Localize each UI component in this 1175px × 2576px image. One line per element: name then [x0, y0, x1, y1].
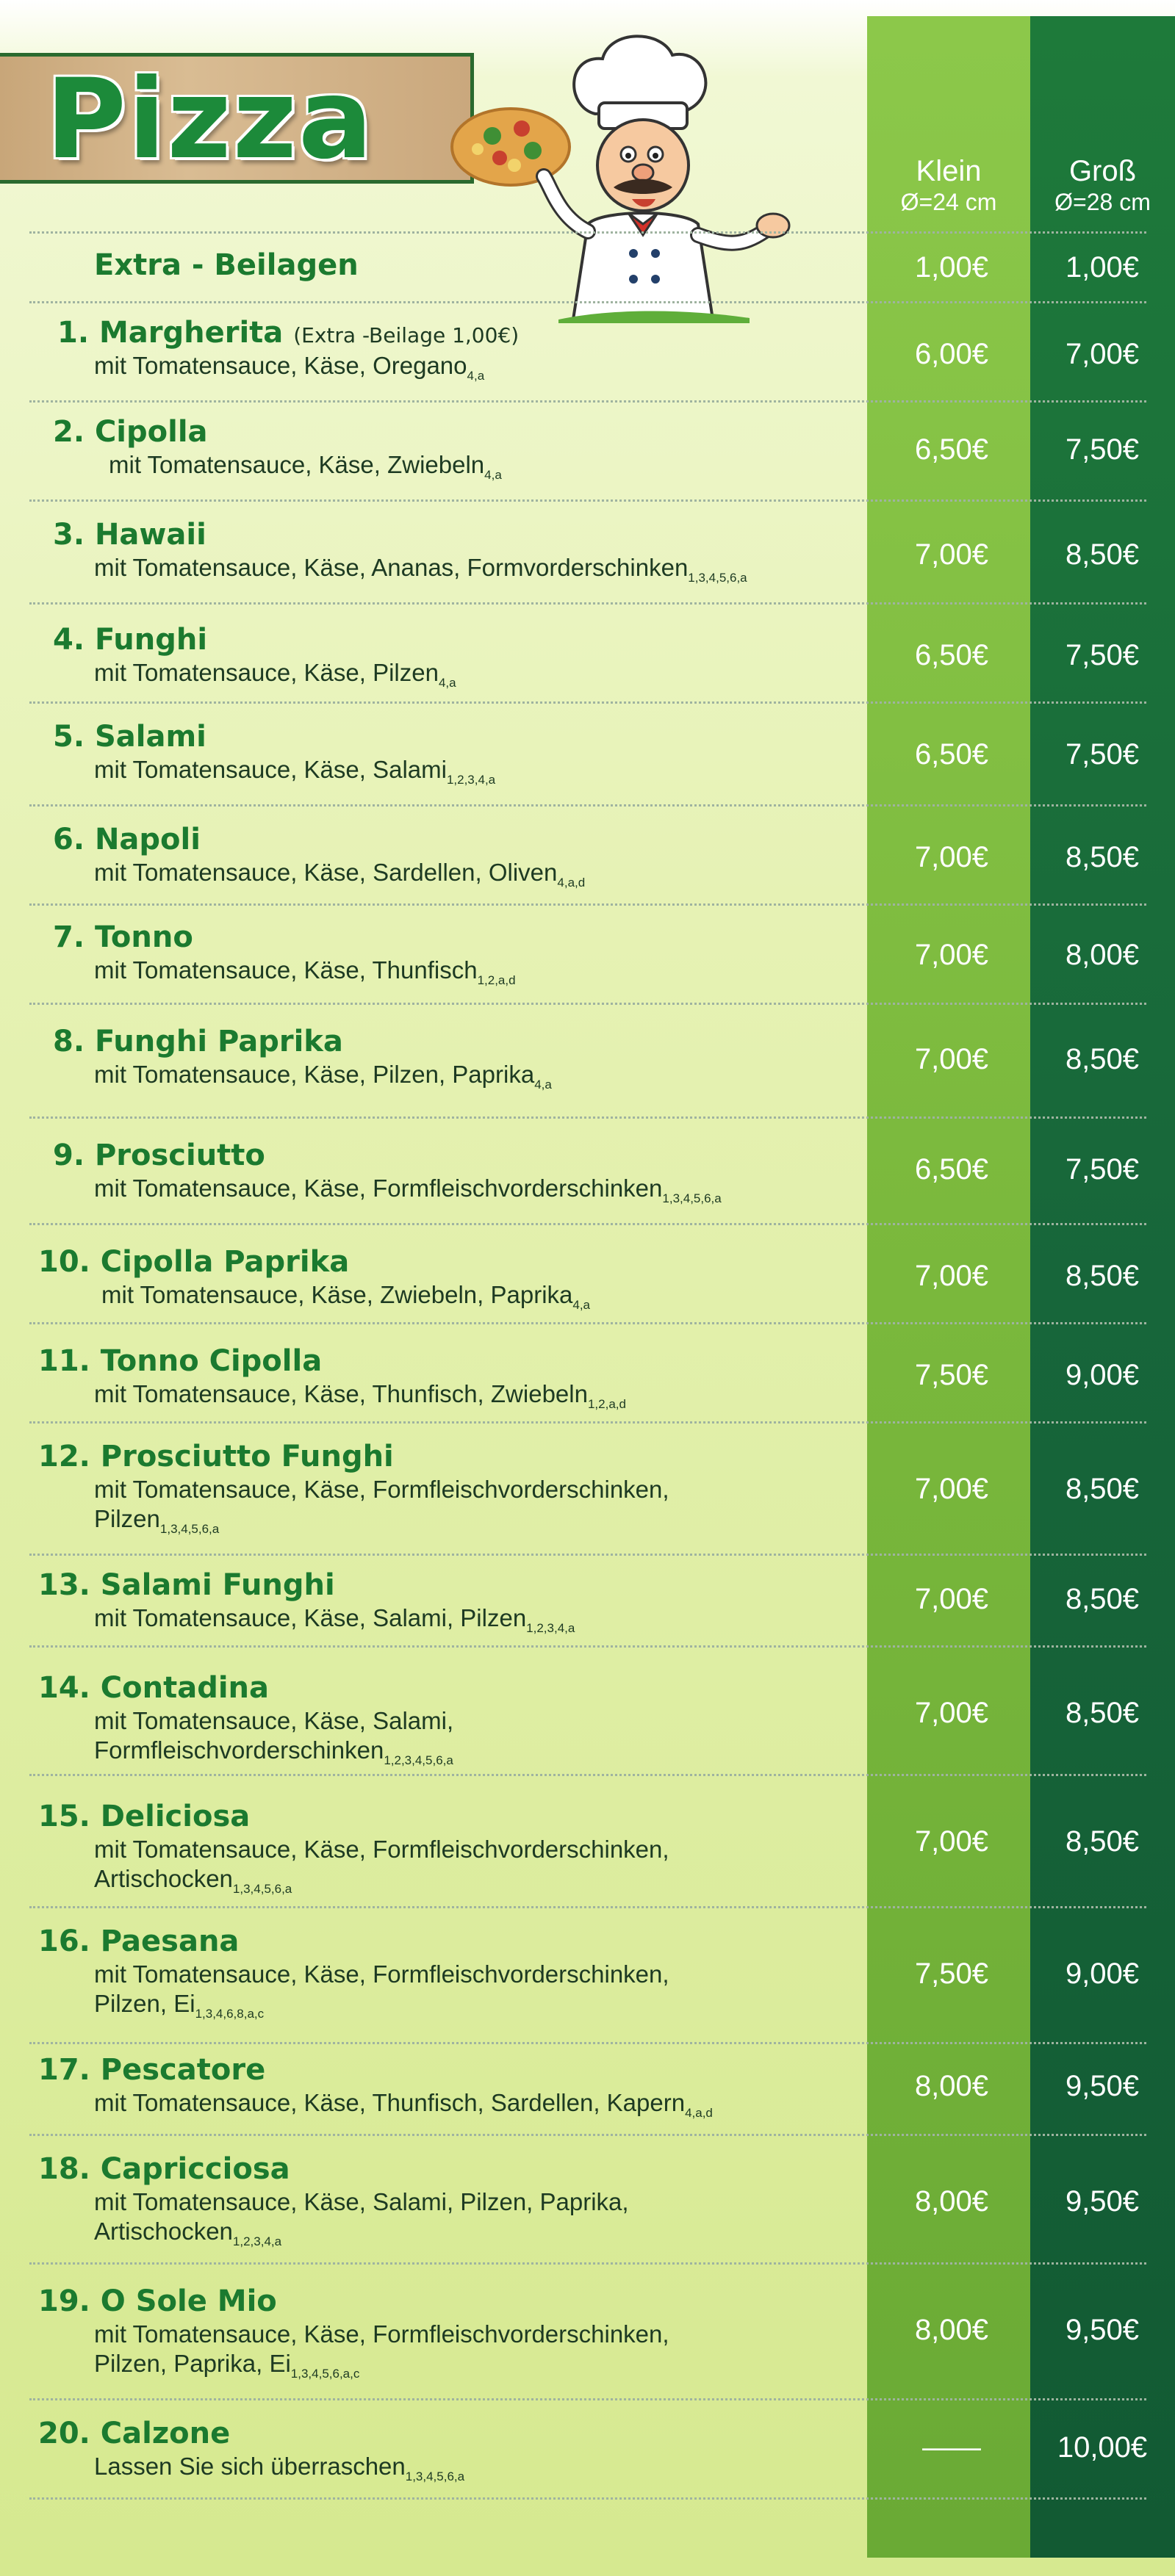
allergen-codes: 4,a [484, 468, 502, 482]
item-description [94, 553, 747, 593]
item-name [53, 920, 193, 954]
allergen-codes: 4,a [534, 1078, 552, 1092]
extra-label: Extra - Beilagen [94, 248, 359, 282]
allergen-codes: 4,a [438, 676, 456, 690]
item-name [38, 1344, 322, 1378]
allergen-codes: 1,2,3,4,5,6,a [384, 1753, 453, 1767]
allergen-codes: 4,a [572, 1298, 591, 1312]
price-gross: 9,50€ [1065, 2314, 1140, 2346]
item-description-text: mit Tomatensauce, Käse, Ananas, Formvorderschinken [94, 554, 689, 581]
item-name [53, 1139, 265, 1172]
price-gross: 9,50€ [1065, 2070, 1140, 2102]
item-description-text: mit Tomatensauce, Käse, Thunfisch [94, 956, 478, 984]
item-description-text: mit Tomatensauce, Käse, Zwiebeln, Paprika [101, 1281, 573, 1308]
pizza-icon [452, 109, 569, 185]
extra-price-gross: 1,00€ [1065, 251, 1140, 284]
item-description [94, 1960, 669, 1989]
item-title: 8. Funghi Paprika [53, 1025, 343, 1058]
item-name [38, 1800, 250, 1833]
klein-header [867, 154, 1030, 216]
separator [29, 1645, 1146, 1648]
item-description [94, 2217, 281, 2256]
item-description-text: mit Tomatensauce, Käse, Formfleischvorderschinken, [94, 1836, 669, 1863]
item-description [94, 1736, 453, 1775]
separator [29, 1223, 1146, 1225]
page-title: Pizza [46, 56, 375, 184]
allergen-codes: 1,2,3,4,a [232, 2234, 282, 2248]
price-klein: 7,00€ [914, 1583, 989, 1615]
item-title: 1. Margherita [57, 316, 284, 350]
item-title: 19. O Sole Mio [38, 2284, 277, 2318]
item-description [94, 1603, 575, 1643]
item-title: 13. Salami Funghi [38, 1568, 335, 1602]
item-description [94, 1379, 626, 1419]
item-title: 18. Capricciosa [38, 2152, 290, 2186]
gross-header [1030, 154, 1175, 216]
item-description-text: mit Tomatensauce, Käse, Salami, Pilzen [94, 1604, 527, 1631]
item-title: 4. Funghi [53, 623, 208, 657]
price-klein: 7,00€ [914, 1473, 989, 1505]
separator [29, 499, 1146, 502]
chef-illustration [441, 26, 794, 334]
item-description-text: mit Tomatensauce, Käse, Salami, [94, 1707, 454, 1734]
item-title: 16. Paesana [38, 1924, 240, 1958]
separator [29, 231, 1146, 234]
item-description-text: Pilzen, Ei [94, 1990, 195, 2017]
price-klein: 7,00€ [914, 1825, 989, 1858]
separator [29, 2262, 1146, 2265]
item-title: 5. Salami [53, 720, 206, 754]
allergen-codes: 4,a [467, 369, 485, 383]
price-klein: 8,00€ [914, 2314, 989, 2346]
item-description-text: mit Tomatensauce, Käse, Oregano [94, 352, 467, 379]
item-title: 14. Contadina [38, 1671, 270, 1705]
allergen-codes: 4,a,d [685, 2106, 713, 2120]
price-gross: 7,50€ [1065, 639, 1140, 671]
price-gross: 8,50€ [1065, 1697, 1140, 1729]
item-name [53, 518, 206, 552]
item-name [53, 623, 207, 657]
item-name [38, 2417, 230, 2450]
item-description-text: mit Tomatensauce, Käse, Thunfisch, Sardellen, Kapern [94, 2089, 686, 2116]
item-description [94, 2187, 629, 2217]
item-description-text: Artischocken [94, 2218, 233, 2245]
item-description [94, 2320, 669, 2349]
price-gross: 8,50€ [1065, 1043, 1140, 1075]
allergen-codes: 1,2,a,d [477, 973, 516, 987]
separator [29, 1003, 1146, 1005]
item-description-text: mit Tomatensauce, Käse, Formfleischvorderschinken, [94, 1960, 669, 1988]
price-gross: 10,00€ [1057, 2431, 1148, 2464]
price-gross: 8,50€ [1065, 841, 1140, 873]
item-title: 11. Tonno Cipolla [38, 1344, 323, 1378]
item-title: 6. Napoli [53, 823, 201, 856]
price-gross: 9,00€ [1065, 1958, 1140, 1990]
item-title: 3. Hawaii [53, 518, 206, 552]
separator [29, 1116, 1146, 1119]
separator [29, 1906, 1146, 1908]
allergen-codes: 1,3,4,5,6,a [232, 1882, 292, 1896]
separator [29, 301, 1146, 303]
price-klein: 8,00€ [914, 2070, 989, 2102]
item-name [53, 415, 208, 449]
item-description [94, 351, 484, 391]
item-description [94, 658, 456, 698]
price-klein: 6,50€ [914, 738, 989, 771]
price-klein: 7,50€ [914, 1359, 989, 1391]
separator [29, 903, 1146, 906]
price-gross: 9,00€ [1065, 1359, 1140, 1391]
price-klein: —— [922, 2431, 981, 2464]
price-gross: 8,50€ [1065, 1260, 1140, 1292]
separator [29, 400, 1146, 403]
item-title: 2. Cipolla [53, 415, 208, 449]
allergen-codes: 4,a,d [557, 876, 586, 890]
price-klein: 7,00€ [914, 841, 989, 873]
item-description [94, 956, 516, 995]
price-klein: 7,50€ [914, 1958, 989, 1990]
price-gross: 7,00€ [1065, 338, 1140, 370]
gross-label: Groß [1068, 155, 1137, 187]
price-gross: 7,50€ [1065, 433, 1140, 466]
item-description-text: mit Tomatensauce, Käse, Formfleischvorderschinken [94, 1175, 663, 1202]
item-description [94, 1989, 264, 2029]
item-description-text: mit Tomatensauce, Käse, Thunfisch, Zwiebeln [94, 1380, 588, 1407]
item-description [94, 2088, 713, 2128]
price-klein: 6,00€ [914, 338, 989, 370]
allergen-codes: 1,3,4,5,6,a [662, 1191, 722, 1205]
item-title: 10. Cipolla Paprika [38, 1245, 350, 1279]
item-name [38, 2053, 265, 2087]
item-description [94, 1706, 453, 1736]
price-klein: 7,00€ [914, 1043, 989, 1075]
item-description [94, 1475, 669, 1504]
price-klein: 7,00€ [914, 1260, 989, 1292]
item-description-text: mit Tomatensauce, Käse, Formfleischvorderschinken, [94, 1476, 669, 1503]
item-description [94, 1174, 722, 1213]
separator [29, 804, 1146, 807]
item-name [38, 2152, 290, 2186]
item-description-text: mit Tomatensauce, Käse, Salami, Pilzen, Paprika, [94, 2188, 629, 2215]
allergen-codes: 1,2,3,4,a [526, 1621, 575, 1635]
price-gross: 7,50€ [1065, 1153, 1140, 1186]
allergen-codes: 1,3,4,5,6,a,c [290, 2367, 360, 2381]
allergen-codes: 1,3,4,5,6,a [688, 571, 747, 585]
price-klein: 7,00€ [914, 1697, 989, 1729]
item-note: (Extra -Beilage 1,00€) [293, 323, 520, 347]
price-gross: 8,50€ [1065, 1473, 1140, 1505]
item-description [94, 2452, 464, 2492]
item-description-text: Lassen Sie sich überraschen [94, 2453, 406, 2480]
item-description-text: Formfleischvorderschinken [94, 1736, 384, 1764]
item-description [94, 1060, 552, 1100]
item-title: 7. Tonno [53, 920, 193, 954]
separator [29, 701, 1146, 704]
item-description-text: Pilzen, Paprika, Ei [94, 2350, 291, 2377]
price-klein: 6,50€ [914, 1153, 989, 1186]
item-name [38, 1671, 269, 1705]
item-description-text: mit Tomatensauce, Käse, Formfleischvorderschinken, [94, 2320, 669, 2348]
item-name [53, 823, 201, 856]
item-description-text: mit Tomatensauce, Käse, Salami [94, 756, 447, 783]
price-gross: 7,50€ [1065, 738, 1140, 771]
item-description-text: mit Tomatensauce, Käse, Pilzen, Paprika [94, 1061, 535, 1088]
item-name [38, 1568, 335, 1602]
item-description [94, 858, 585, 898]
item-title: 17. Pescatore [38, 2053, 266, 2087]
allergen-codes: 1,3,4,5,6,a [405, 2469, 465, 2483]
separator [29, 2042, 1146, 2044]
price-klein: 7,00€ [914, 939, 989, 971]
allergen-codes: 1,2,a,d [587, 1397, 626, 1411]
item-description [94, 1504, 219, 1544]
item-description-text: mit Tomatensauce, Käse, Sardellen, Oliven [94, 859, 558, 886]
allergen-codes: 1,3,4,6,8,a,c [195, 2007, 265, 2021]
item-name [57, 316, 519, 350]
price-gross: 8,50€ [1065, 538, 1140, 571]
item-description [101, 1280, 590, 1320]
item-description-text: mit Tomatensauce, Käse, Zwiebeln [109, 451, 485, 478]
item-description [94, 2349, 359, 2389]
item-description-text: Artischocken [94, 1865, 233, 1892]
item-title: 12. Prosciutto Funghi [38, 1440, 394, 1473]
separator [29, 1421, 1146, 1424]
price-klein: 6,50€ [914, 639, 989, 671]
price-gross: 9,50€ [1065, 2185, 1140, 2218]
item-name [38, 2284, 277, 2318]
separator [29, 602, 1146, 605]
separator [29, 2134, 1146, 2136]
price-gross: 8,50€ [1065, 1583, 1140, 1615]
item-description [109, 450, 502, 490]
price-klein: 7,00€ [914, 538, 989, 571]
separator [29, 1322, 1146, 1324]
allergen-codes: 1,3,4,5,6,a [159, 1522, 220, 1536]
klein-size: Ø=24 cm [900, 189, 997, 215]
item-title: 9. Prosciutto [53, 1139, 265, 1172]
price-gross: 8,50€ [1065, 1825, 1140, 1858]
allergen-codes: 1,2,3,4,a [446, 773, 496, 787]
price-gross: 8,00€ [1065, 939, 1140, 971]
item-name [38, 1440, 394, 1473]
separator [29, 1774, 1146, 1776]
item-name [53, 720, 206, 754]
item-name [38, 1245, 349, 1279]
item-description [94, 1835, 669, 1864]
item-description-text: Pilzen [94, 1505, 160, 1532]
item-title: 15. Deliciosa [38, 1800, 251, 1833]
price-klein: 6,50€ [914, 433, 989, 466]
item-name [53, 1025, 343, 1058]
gross-size: Ø=28 cm [1054, 189, 1151, 215]
item-name [38, 1924, 239, 1958]
separator [29, 2497, 1146, 2500]
item-description-text: mit Tomatensauce, Käse, Pilzen [94, 659, 439, 686]
klein-label: Klein [916, 155, 982, 187]
extra-price-klein: 1,00€ [914, 251, 989, 284]
separator [29, 2398, 1146, 2400]
item-description [94, 1864, 292, 1904]
price-klein: 8,00€ [914, 2185, 989, 2218]
item-title: 20. Calzone [38, 2417, 231, 2450]
separator [29, 1554, 1146, 1556]
item-description [94, 755, 495, 795]
